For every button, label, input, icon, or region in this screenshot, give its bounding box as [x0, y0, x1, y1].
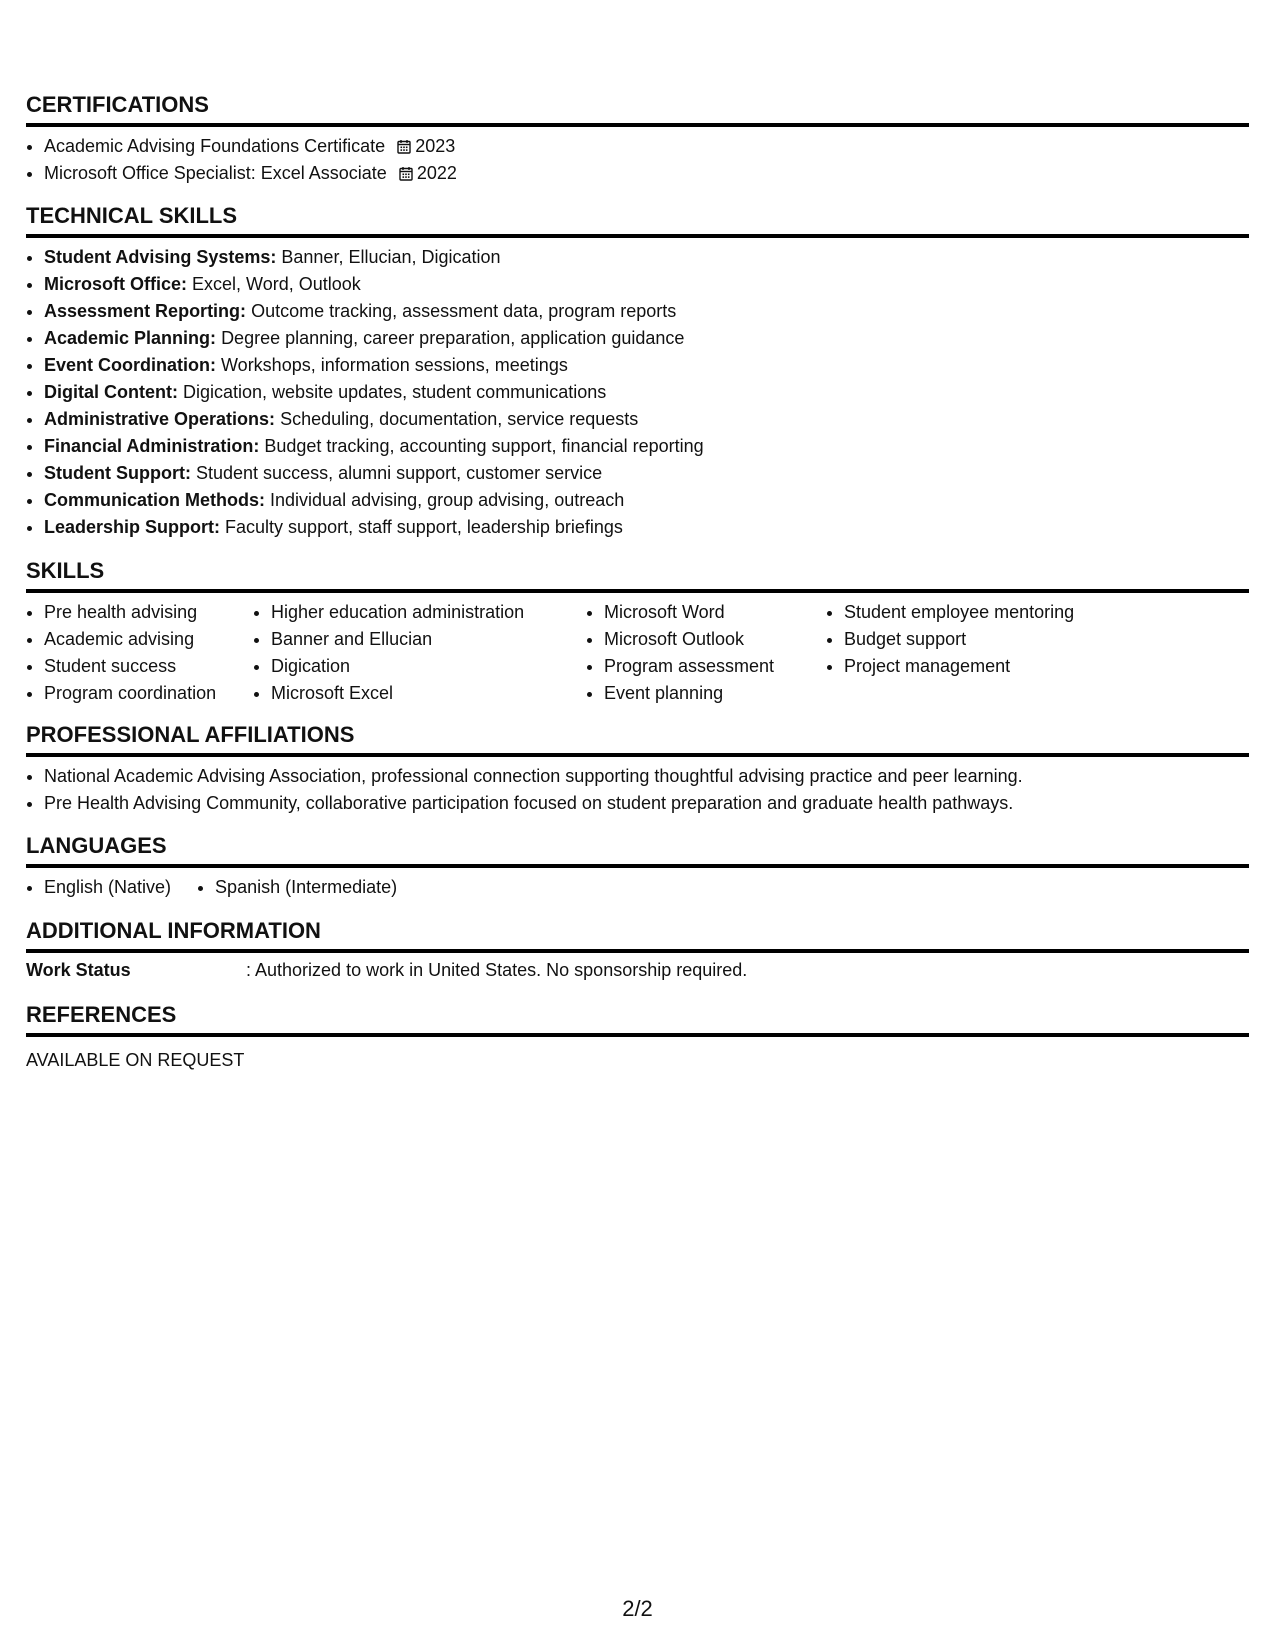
skill-label: Academic Planning:	[44, 328, 217, 348]
additional-section	[26, 918, 1249, 984]
page-number: 2/2	[622, 1596, 653, 1621]
skill-label: Event Coordination:	[44, 355, 216, 375]
affiliations-section	[26, 722, 1249, 817]
skill-value: Budget tracking, accounting support, financial reporting	[264, 436, 704, 456]
skill-label: Microsoft Office:	[44, 274, 188, 294]
list-item: • Pre Health Advising Community, collaborative participation focused on student preparation and graduate health pathways.	[44, 790, 1249, 817]
list-item: • English (Native)	[44, 874, 171, 901]
skill-label: Communication Methods:	[44, 490, 265, 510]
certification-name: Microsoft Office Specialist: Excel Associate	[44, 163, 387, 183]
list-item	[44, 460, 1249, 487]
skill-value: Outcome tracking, assessment data, program reports	[251, 301, 677, 321]
section-title-references: REFERENCES	[26, 1002, 1249, 1037]
section-title-additional: ADDITIONAL INFORMATION	[26, 918, 1249, 953]
list-item: • Program assessment	[604, 653, 826, 680]
skills-column	[826, 599, 1144, 707]
list-item: • Microsoft Word	[604, 599, 826, 626]
calendar-icon	[397, 139, 411, 154]
list-item	[44, 514, 1249, 541]
list-item	[44, 271, 1249, 298]
skills-section	[26, 558, 1249, 707]
skills-grid	[26, 599, 1249, 707]
list-item: • Budget support	[844, 626, 1144, 653]
list-item: • Academic advising	[44, 626, 253, 653]
calendar-icon	[399, 166, 413, 181]
work-status-value: : Authorized to work in United States. No sponsorship required.	[246, 960, 748, 980]
skill-label: Student Advising Systems:	[44, 247, 277, 267]
list-item	[44, 244, 1249, 271]
skill-value: Banner, Ellucian, Digication	[281, 247, 501, 267]
section-title-technical-skills: TECHNICAL SKILLS	[26, 203, 1249, 238]
skills-column	[26, 599, 253, 707]
list-item	[44, 406, 1249, 433]
skill-value: Digication, website updates, student communications	[183, 382, 607, 402]
technical-skills-list	[26, 244, 1249, 541]
certification-year: 2023	[415, 136, 456, 156]
certification-name: Academic Advising Foundations Certificate	[44, 136, 386, 156]
list-item	[44, 352, 1249, 379]
skill-value: Degree planning, career preparation, application guidance	[221, 328, 685, 348]
certifications-section	[26, 92, 1249, 187]
list-item	[44, 379, 1249, 406]
references-text: AVAILABLE ON REQUEST	[26, 1050, 245, 1070]
skill-value: Excel, Word, Outlook	[192, 274, 361, 294]
list-item: • Student success	[44, 653, 253, 680]
list-item: • Microsoft Excel	[271, 680, 586, 707]
languages-section	[26, 833, 1249, 901]
skill-label: Digital Content:	[44, 382, 178, 402]
skills-column	[253, 599, 586, 707]
list-item: • Event planning	[604, 680, 826, 707]
skill-value: Scheduling, documentation, service requests	[280, 409, 639, 429]
list-item: • Student employee mentoring	[844, 599, 1144, 626]
skill-value: Individual advising, group advising, outreach	[270, 490, 625, 510]
section-title-affiliations: PROFESSIONAL AFFILIATIONS	[26, 722, 1249, 757]
list-item	[44, 298, 1249, 325]
list-item: • Pre health advising	[44, 599, 253, 626]
skill-label: Administrative Operations:	[44, 409, 276, 429]
list-item	[44, 133, 1249, 160]
list-item: • Program coordination	[44, 680, 253, 707]
section-title-languages: LANGUAGES	[26, 833, 1249, 868]
list-item: • Spanish (Intermediate)	[215, 874, 397, 901]
references-section	[26, 1002, 1249, 1074]
skill-label: Assessment Reporting:	[44, 301, 247, 321]
skill-value: Workshops, information sessions, meetings	[221, 355, 568, 375]
skills-column	[586, 599, 826, 707]
technical-skills-section	[26, 203, 1249, 541]
languages-list	[26, 874, 1249, 901]
list-item: • Digication	[271, 653, 586, 680]
list-item	[44, 160, 1249, 187]
skill-label: Student Support:	[44, 463, 191, 483]
section-title-skills: SKILLS	[26, 558, 1249, 593]
certification-year: 2022	[416, 163, 457, 183]
affiliations-list	[26, 763, 1249, 817]
list-item	[44, 487, 1249, 514]
skill-value: Student success, alumni support, customer service	[196, 463, 603, 483]
work-status-row	[26, 953, 1249, 984]
skill-label: Leadership Support:	[44, 517, 221, 537]
work-status-key: Work Status	[26, 960, 131, 980]
skill-label: Financial Administration:	[44, 436, 260, 456]
list-item: • Banner and Ellucian	[271, 626, 586, 653]
list-item: • Higher education administration	[271, 599, 586, 626]
section-title-certifications: CERTIFICATIONS	[26, 92, 1249, 127]
list-item	[44, 433, 1249, 460]
list-item: • National Academic Advising Association, professional connection supporting thoughtful advising practice and peer learning.	[44, 763, 1249, 790]
certifications-list	[26, 133, 1249, 187]
list-item: • Project management	[844, 653, 1144, 680]
list-item: • Microsoft Outlook	[604, 626, 826, 653]
skill-value: Faculty support, staff support, leadership briefings	[225, 517, 623, 537]
list-item	[44, 325, 1249, 352]
